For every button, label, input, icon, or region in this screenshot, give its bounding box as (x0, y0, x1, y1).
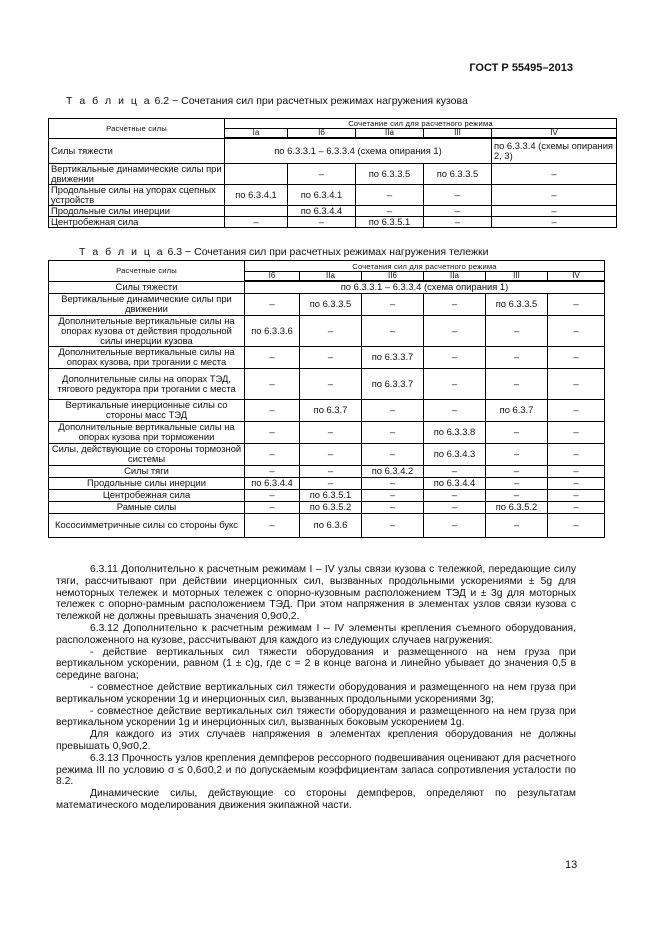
table-cell: – (548, 346, 605, 368)
col-header: Расчетные силы (49, 119, 225, 139)
table-cell: – (300, 346, 362, 368)
table-cell: – (486, 443, 548, 465)
table-cell: – (362, 315, 424, 346)
table-cell: – (492, 205, 617, 216)
table-cell: – (424, 501, 486, 513)
table-cell: – (300, 465, 362, 477)
row-label: Вертикальные инерционные силы со стороны масс ТЭД (49, 399, 245, 421)
table-cell: – (362, 443, 424, 465)
paragraph: - совместное действие вертикальных сил тяжести оборудования и размещенного на нем груза при вертикальном ускорении 1g и инерционных сил, вызванных боковым ускорением 1g. (56, 705, 576, 729)
table-cell: – (424, 513, 486, 537)
table-cell: по 6.3.4.2 (362, 465, 424, 477)
row-label: Дополнительные вертикальные силы на опорах кузова, при трогании с места (49, 346, 245, 368)
table-cell: – (424, 293, 486, 315)
table-cell: по 6.3.3.5 (424, 163, 492, 184)
col-header: Расчетные силы (49, 261, 245, 282)
mode-header: IV (492, 129, 617, 139)
table-cell: – (548, 368, 605, 399)
table-cell: – (362, 501, 424, 513)
standard-number: ГОСТ Р 55495–2013 (469, 62, 573, 74)
table-6-2-caption: Т а б л и ц а 6.2 − Сочетания сил при расчетных режимах нагружения кузова (66, 95, 468, 107)
row-label: Дополнительные вертикальные силы на опорах кузова при торможении (49, 421, 245, 443)
table-cell: – (548, 465, 605, 477)
mode-header: IIа (300, 272, 362, 282)
row-label: Силы, действующие со стороны тормозной системы (49, 443, 245, 465)
table-cell: – (486, 465, 548, 477)
table-cell: – (424, 368, 486, 399)
merged-cell: по 6.3.3.1 – 6.3.3.4 (схема опирания 1) (225, 138, 492, 163)
table-cell: – (300, 368, 362, 399)
table-cell: – (245, 421, 300, 443)
table-cell: по 6.3.3.5 (356, 163, 424, 184)
paragraph: Динамические силы, действующие со стороны демпферов, определяют по результатам математического моделирования движения экипажной части. (56, 788, 576, 811)
mode-header: I6 (245, 272, 300, 282)
table-cell: – (245, 489, 300, 501)
table-cell: – (245, 293, 300, 315)
table-cell: – (356, 205, 424, 216)
group-header: Сочетание сил для расчетного режима (225, 119, 617, 129)
table-cell: – (486, 421, 548, 443)
paragraph: 6.3.12 Дополнительно к расчетным режимам I – IV элементы крепления съемного оборудования, расположенного на кузове, рассчитывают для каждого из следующих случаев нагружения: (56, 622, 576, 646)
table-cell: по 6.3.5.2 (300, 501, 362, 513)
table-cell: – (245, 501, 300, 513)
table-cell: – (424, 184, 492, 205)
table-cell: – (548, 513, 605, 537)
group-header: Сочетания сил для расчетного режима (245, 261, 605, 272)
mode-header: III (424, 129, 492, 139)
table-cell: – (492, 163, 617, 184)
row-label: Силы тяжести (49, 281, 245, 293)
table-cell: – (300, 421, 362, 443)
table-cell: – (362, 293, 424, 315)
table-cell: – (245, 368, 300, 399)
table-cell: – (424, 346, 486, 368)
table-cell: – (288, 163, 356, 184)
page-number: 13 (565, 859, 578, 871)
table-cell: по 6.3.5.1 (356, 216, 424, 227)
table-cell: – (300, 443, 362, 465)
paragraph: - действие вертикальных сил тяжести оборудования и размещенного на нем груза при вертикальном ускорении, равном (1 ± c)g, где c = 2 в конце вагона и линейно убывает до значения 0,5 в середине вагона; (56, 646, 576, 682)
table-cell: – (486, 489, 548, 501)
table-cell: – (492, 184, 617, 205)
mode-header: IV (548, 272, 605, 282)
row-label: Центробежная сила (49, 216, 225, 227)
table-cell: – (424, 315, 486, 346)
table-cell: – (548, 293, 605, 315)
table-cell: по 6.3.4.1 (288, 184, 356, 205)
table-cell: – (424, 216, 492, 227)
table-cell: – (245, 513, 300, 537)
table-cell: по 6.3.3.8 (424, 421, 486, 443)
table-cell: – (362, 489, 424, 501)
row-label: Продольные силы инерции (49, 477, 245, 489)
table-cell: по 6.3.5.1 (300, 489, 362, 501)
table-cell: по 6.3.4.4 (245, 477, 300, 489)
paragraph: 6.3.13 Прочность узлов крепления демпферов рессорного подвешивания оценивают для расчетного режима III по условию σ ≤ 0,6σ0,2 и по допускаемым коэффициентам запаса сопротивления усталости по 8.2. (56, 752, 576, 788)
table-cell: – (548, 421, 605, 443)
table-cell: – (362, 421, 424, 443)
table-6-3-caption: Т а б л и ц а 6.3 − Сочетания сил при расчетных режимах нагружения тележки (79, 246, 489, 258)
table-cell: – (300, 315, 362, 346)
table-cell: – (486, 346, 548, 368)
row-label: Силы тяжести (49, 138, 225, 163)
table-cell: – (245, 399, 300, 421)
mode-header: II6 (362, 272, 424, 282)
table-cell: по 6.3.3.6 (245, 315, 300, 346)
table-cell: – (548, 501, 605, 513)
mode-header: Iа (225, 129, 288, 139)
row-label: Центробежная сила (49, 489, 245, 501)
table-cell: – (424, 399, 486, 421)
paragraph: Для каждого из этих случаев напряжения в элементах крепления оборудования не должны превышать 0,9σ0,2. (56, 729, 576, 752)
table-cell: – (424, 205, 492, 216)
row-label: Продольные силы инерции (49, 205, 225, 216)
table-cell: по 6.3.3.5 (300, 293, 362, 315)
mode-header: IIа (424, 272, 486, 282)
table-cell: по 6.3.4.4 (288, 205, 356, 216)
row-label: Продольные силы на упорах сцепных устройств (49, 184, 225, 205)
row-label: Вертикальные динамические силы при движении (49, 293, 245, 315)
table-cell: по 6.3.3.5 (486, 293, 548, 315)
table-cell: – (362, 477, 424, 489)
mode-header: IIа (356, 129, 424, 139)
table-cell: – (548, 399, 605, 421)
table-cell: по 6.3.7 (300, 399, 362, 421)
table-cell: по 6.3.3.7 (362, 368, 424, 399)
table-cell: по 6.3.7 (486, 399, 548, 421)
table-cell: – (424, 489, 486, 501)
table-cell: – (288, 216, 356, 227)
table-cell: – (245, 346, 300, 368)
table-cell (225, 163, 288, 184)
table-cell: – (362, 399, 424, 421)
table-cell: по 6.3.5.2 (486, 501, 548, 513)
table-cell (225, 205, 288, 216)
mode-header: I6 (288, 129, 356, 139)
table-6-2 (48, 118, 617, 228)
row-label: Дополнительные силы на опорах ТЭД, тягового редуктора при трогании с места (49, 368, 245, 399)
table-cell: – (424, 465, 486, 477)
table-cell: – (300, 477, 362, 489)
table-cell: – (362, 513, 424, 537)
table-cell: по 6.3.4.4 (424, 477, 486, 489)
body-text (56, 564, 576, 812)
table-cell: – (486, 315, 548, 346)
table-cell: – (356, 184, 424, 205)
table-cell: – (548, 443, 605, 465)
row-label: Дополнительные вертикальные силы на опорах кузова от действия продольной силы инерции кузова (49, 315, 245, 346)
table-cell: по 6.3.4.3 (424, 443, 486, 465)
table-cell: – (548, 315, 605, 346)
row-label: Силы тяги (49, 465, 245, 477)
table-cell: – (486, 477, 548, 489)
paragraph: 6.3.11 Дополнительно к расчетным режимам I – IV узлы связи кузова с тележкой, передающие силу тяги, рассчитывают при действии инерционных сил, вызванных продольными ускорениями ± 5g для немоторных тележек и моторных тележек с опорно-кузовным расположением ТЭД и ± 3g для моторных тележек с опорно-рамным расположением ТЭД. При этом напряжения в элементах узлов связи кузова с тележкой не должны превышать значения 0,9σ0,2. (56, 564, 576, 623)
merged-cell: по 6.3.3.1 – 6.3.3.4 (схема опирания 1) (245, 281, 605, 293)
table-cell: по 6.3.3.7 (362, 346, 424, 368)
table-cell: – (486, 368, 548, 399)
mode-header: III (486, 272, 548, 282)
table-6-3 (48, 260, 605, 538)
table-cell: – (548, 489, 605, 501)
table-cell: по 6.3.4.1 (225, 184, 288, 205)
table-cell: по 6.3.6 (300, 513, 362, 537)
row-label: Вертикальные динамические силы при движении (49, 163, 225, 184)
table-cell: – (225, 216, 288, 227)
table-cell: – (245, 465, 300, 477)
table-cell: по 6.3.3.4 (схемы опирания 2, 3) (492, 138, 617, 163)
table-cell: – (548, 477, 605, 489)
table-cell: – (486, 513, 548, 537)
paragraph: - совместное действие вертикальных сил тяжести оборудования и размещенного на нем груза при вертикальном ускорении 1g и инерционных сил, вызванных продольными ускорениями 3g; (56, 681, 576, 705)
table-cell: – (245, 443, 300, 465)
row-label: Рамные силы (49, 501, 245, 513)
table-cell: – (492, 216, 617, 227)
row-label: Кососимметричные силы со стороны букс (49, 513, 245, 537)
